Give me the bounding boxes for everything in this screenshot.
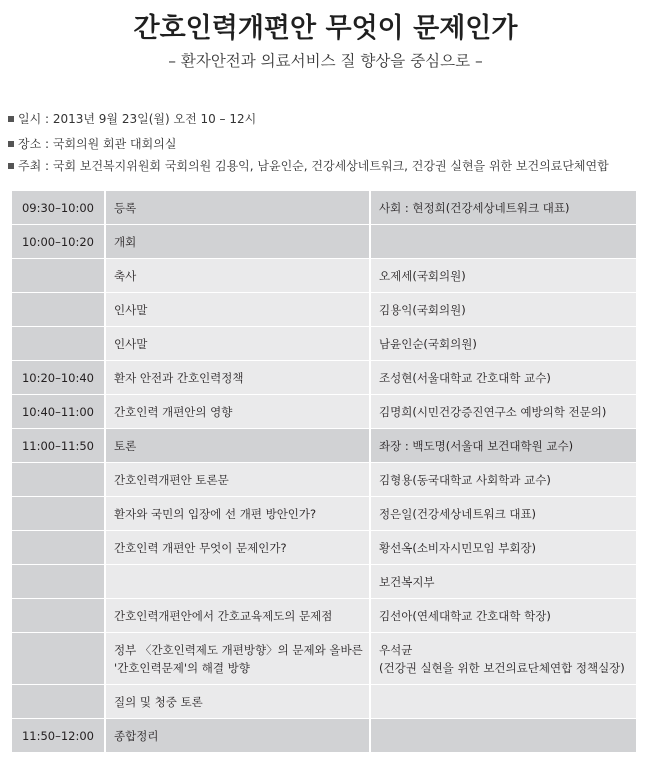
program-cell — [105, 565, 370, 599]
info-host-text: 주최 : 국회 보건복지위원회 국회의원 김용익, 남윤인순, 건강세상네트워크, 건강권 실현을 위한 보건의료단체연합 — [18, 159, 609, 173]
schedule-row — [12, 463, 636, 497]
program-cell: 간호인력 개편안 무엇이 문제인가? — [105, 531, 370, 565]
time-cell — [12, 531, 105, 565]
time-cell: 10:20–10:40 — [12, 361, 105, 395]
person-line: 우석균 — [379, 642, 413, 657]
schedule-row — [12, 531, 636, 565]
time-cell: 11:00–11:50 — [12, 429, 105, 463]
schedule-row — [12, 395, 636, 429]
person-cell — [370, 225, 636, 259]
program-cell: 질의 및 청중 토론 — [105, 685, 370, 719]
person-cell: 황선옥(소비자시민모임 부회장) — [370, 531, 636, 565]
program-cell: 간호인력개편안에서 간호교육제도의 문제점 — [105, 599, 370, 633]
schedule-row — [12, 293, 636, 327]
time-cell: 09:30–10:00 — [12, 191, 105, 225]
person-cell — [370, 633, 636, 685]
person-cell: 김형용(동국대학교 사회학과 교수) — [370, 463, 636, 497]
schedule-row — [12, 327, 636, 361]
schedule-row — [12, 429, 636, 463]
person-cell: 조성현(서울대학교 간호대학 교수) — [370, 361, 636, 395]
time-cell — [12, 633, 105, 685]
person-cell: 좌장 : 백도명(서울대 보건대학원 교수) — [370, 429, 636, 463]
bullet-square-icon — [8, 116, 14, 122]
program-cell: 간호인력 개편안의 영향 — [105, 395, 370, 429]
program-cell — [105, 633, 370, 685]
time-cell — [12, 599, 105, 633]
schedule-row — [12, 497, 636, 531]
person-cell: 김용익(국회의원) — [370, 293, 636, 327]
schedule-row — [12, 633, 636, 685]
page-subtitle: – 환자안전과 의료서비스 질 향상을 중심으로 – — [168, 52, 483, 70]
program-cell: 인사말 — [105, 327, 370, 361]
person-cell: 김선아(연세대학교 간호대학 학장) — [370, 599, 636, 633]
time-cell — [12, 463, 105, 497]
info-place — [8, 135, 648, 152]
schedule-row — [12, 685, 636, 719]
schedule-row — [12, 599, 636, 633]
time-cell — [12, 565, 105, 599]
bullet-square-icon — [8, 141, 14, 147]
program-cell: 토론 — [105, 429, 370, 463]
time-cell — [12, 685, 105, 719]
schedule-row — [12, 565, 636, 599]
program-cell: 환자와 국민의 입장에 선 개편 방안인가? — [105, 497, 370, 531]
time-cell: 10:40–11:00 — [12, 395, 105, 429]
info-host — [8, 157, 648, 174]
person-cell: 사회 : 현정희(건강세상네트워크 대표) — [370, 191, 636, 225]
program-line: 정부 〈간호인력제도 개편방향〉의 문제와 올바른 — [114, 642, 363, 657]
time-cell: 10:00–10:20 — [12, 225, 105, 259]
person-cell: 오제세(국회의원) — [370, 259, 636, 293]
program-cell: 인사말 — [105, 293, 370, 327]
page-title: 간호인력개편안 무엇이 문제인가 — [133, 13, 518, 44]
info-place-text: 장소 : 국회의원 회관 대회의실 — [18, 137, 177, 151]
time-cell — [12, 327, 105, 361]
time-cell — [12, 293, 105, 327]
time-cell — [12, 497, 105, 531]
program-line: '간호인력문제'의 해결 방향 — [114, 660, 250, 675]
info-date — [8, 110, 648, 127]
schedule-row — [12, 259, 636, 293]
program-cell: 종합정리 — [105, 719, 370, 753]
program-cell: 간호인력개편안 토론문 — [105, 463, 370, 497]
person-cell: 보건복지부 — [370, 565, 636, 599]
schedule-row — [12, 225, 636, 259]
person-line: (건강권 실현을 위한 보건의료단체연합 정책실장) — [379, 660, 625, 675]
schedule-row — [12, 719, 636, 753]
bullet-square-icon — [8, 163, 14, 169]
time-cell — [12, 259, 105, 293]
time-cell: 11:50–12:00 — [12, 719, 105, 753]
person-cell — [370, 685, 636, 719]
person-cell — [370, 719, 636, 753]
info-date-text: 일시 : 2013년 9월 23일(월) 오전 10 – 12시 — [18, 112, 257, 126]
schedule-row — [12, 361, 636, 395]
person-cell: 김명희(시민건강증진연구소 예방의학 전문의) — [370, 395, 636, 429]
program-cell: 개회 — [105, 225, 370, 259]
person-cell: 정은일(건강세상네트워크 대표) — [370, 497, 636, 531]
program-cell: 환자 안전과 간호인력정책 — [105, 361, 370, 395]
program-cell: 등록 — [105, 191, 370, 225]
schedule-table — [12, 190, 636, 753]
program-cell: 축사 — [105, 259, 370, 293]
schedule-row — [12, 191, 636, 225]
person-cell: 남윤인순(국회의원) — [370, 327, 636, 361]
